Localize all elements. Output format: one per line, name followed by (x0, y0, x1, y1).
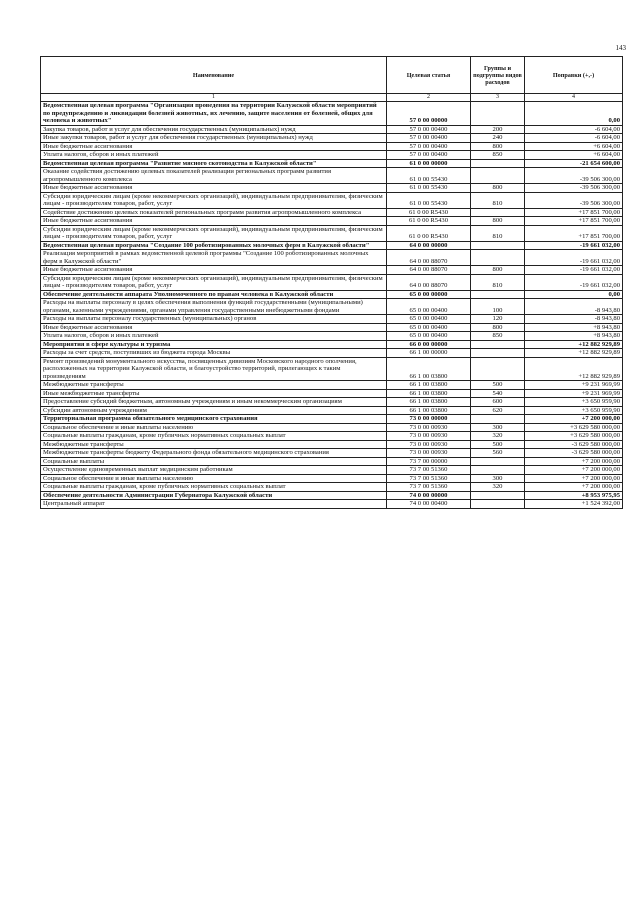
row-amendment: +9 231 969,99 (525, 389, 623, 398)
table-row (41, 159, 623, 168)
row-expense-group (471, 159, 525, 168)
row-name: Закупка товаров, работ и услуг для обеспечения государственных (муниципальных) нужд (41, 125, 387, 134)
row-amendment: +7 200 000,00 (525, 466, 623, 475)
row-target-article: 57 0 00 00400 (387, 151, 471, 160)
row-name: Расходы за счет средств, поступивших из бюджета города Москвы (41, 349, 387, 358)
row-expense-group: 800 (471, 217, 525, 226)
row-expense-group (471, 241, 525, 250)
row-target-article: 61 0 00 55430 (387, 168, 471, 184)
row-name: Иные межбюджетные трансферты (41, 389, 387, 398)
row-amendment: +3 650 959,90 (525, 398, 623, 407)
budget-amendments-table (40, 56, 623, 509)
table-row (41, 423, 623, 432)
row-name: Центральный аппарат (41, 500, 387, 509)
row-target-article: 66 1 00 03800 (387, 357, 471, 381)
row-expense-group: 120 (471, 315, 525, 324)
row-amendment: +3 650 959,90 (525, 406, 623, 415)
row-name: Иные бюджетные ассигнования (41, 217, 387, 226)
row-target-article: 61 0 00 00000 (387, 159, 471, 168)
row-expense-group: 800 (471, 184, 525, 193)
row-expense-group: 500 (471, 381, 525, 390)
row-name: Субсидии юридическим лицам (кроме некоммерческих организаций), индивидуальным предпринимателям, физическим лицам - производителям товаров, работ, услуг (41, 274, 387, 290)
row-expense-group (471, 102, 525, 126)
row-expense-group (471, 208, 525, 217)
row-expense-group: 240 (471, 134, 525, 143)
row-amendment: +3 629 580 000,00 (525, 423, 623, 432)
column-number: 4 (525, 94, 623, 102)
column-number: 2 (387, 94, 471, 102)
table-row (41, 290, 623, 299)
column-number: 1 (41, 94, 387, 102)
row-amendment: -6 604,00 (525, 125, 623, 134)
row-name: Иные бюджетные ассигнования (41, 142, 387, 151)
row-expense-group: 300 (471, 474, 525, 483)
row-target-article: 74 0 00 00400 (387, 500, 471, 509)
row-name: Субсидии юридическим лицам (кроме некоммерческих организаций), индивидуальным предпринимателям, физическим лицам - производителям товаров, работ, услуг (41, 192, 387, 208)
row-expense-group: 800 (471, 142, 525, 151)
row-amendment: -21 654 600,00 (525, 159, 623, 168)
row-expense-group (471, 168, 525, 184)
row-expense-group: 200 (471, 125, 525, 134)
row-target-article: 65 0 00 00400 (387, 299, 471, 315)
row-target-article: 64 0 00 88070 (387, 266, 471, 275)
row-target-article: 57 0 00 00400 (387, 134, 471, 143)
row-name: Обеспечение деятельности аппарата Уполномоченного по правам человека в Калужской области (41, 290, 387, 299)
row-amendment: +7 200 000,00 (525, 457, 623, 466)
row-amendment: -8 943,80 (525, 315, 623, 324)
row-expense-group: 560 (471, 449, 525, 458)
row-name: Социальные выплаты (41, 457, 387, 466)
row-expense-group: 800 (471, 266, 525, 275)
row-name: Уплата налогов, сборов и иных платежей (41, 332, 387, 341)
table-row (41, 389, 623, 398)
row-name: Ремонт произведений монументального искусства, посвященных дивизиям Московского народного ополчения, расположенных на территории Калужской области, и благоустройство территорий, прилегающих к таким произведениям (41, 357, 387, 381)
row-target-article: 73 7 00 00000 (387, 457, 471, 466)
table-row (41, 440, 623, 449)
row-target-article: 61 0 00 55430 (387, 184, 471, 193)
table-row (41, 449, 623, 458)
row-expense-group: 540 (471, 389, 525, 398)
row-amendment: +1 524 392,00 (525, 500, 623, 509)
row-name: Оказание содействия достижению целевых показателей реализации региональных программ развития агропромышленного комплекса (41, 168, 387, 184)
row-amendment: -19 661 032,00 (525, 241, 623, 250)
row-amendment: -3 629 580 000,00 (525, 449, 623, 458)
row-name: Социальное обеспечение и иные выплаты населению (41, 474, 387, 483)
row-amendment: +17 851 700,00 (525, 225, 623, 241)
row-name: Субсидии юридическим лицам (кроме некоммерческих организаций), индивидуальным предпринимателям, физическим лицам - производителям товаров, работ, услуг (41, 225, 387, 241)
row-expense-group: 810 (471, 225, 525, 241)
row-amendment: -39 506 300,00 (525, 192, 623, 208)
column-number: 3 (471, 94, 525, 102)
row-name: Ведомственная целевая программа "Развитие мясного скотоводства в Калужской области" (41, 159, 387, 168)
row-amendment: -39 506 300,00 (525, 168, 623, 184)
row-expense-group: 810 (471, 274, 525, 290)
row-amendment: +3 629 580 000,00 (525, 432, 623, 441)
row-target-article: 57 0 00 00400 (387, 142, 471, 151)
row-name: Уплата налогов, сборов и иных платежей (41, 151, 387, 160)
table-row (41, 474, 623, 483)
row-target-article: 66 0 00 00000 (387, 340, 471, 349)
row-expense-group: 850 (471, 332, 525, 341)
row-target-article: 64 0 00 88070 (387, 274, 471, 290)
row-target-article: 66 1 00 03800 (387, 389, 471, 398)
row-name: Обеспечение деятельности Администрации Губернатора Калужской области (41, 491, 387, 500)
row-expense-group: 810 (471, 192, 525, 208)
row-name: Иные бюджетные ассигнования (41, 323, 387, 332)
row-amendment: +17 851 700,00 (525, 217, 623, 226)
table-row (41, 142, 623, 151)
row-name: Иные закупки товаров, работ и услуг для обеспечения государственных (муниципальных) нужд (41, 134, 387, 143)
row-expense-group: 850 (471, 151, 525, 160)
row-target-article: 73 7 00 51360 (387, 483, 471, 492)
row-expense-group: 320 (471, 483, 525, 492)
table-row (41, 466, 623, 475)
table-row (41, 184, 623, 193)
row-amendment: -19 661 032,00 (525, 250, 623, 266)
table-row (41, 491, 623, 500)
row-amendment: +17 851 700,00 (525, 208, 623, 217)
row-amendment: +7 200 000,00 (525, 483, 623, 492)
row-target-article: 73 0 00 00930 (387, 432, 471, 441)
row-name: Социальное обеспечение и иные выплаты населению (41, 423, 387, 432)
table-row (41, 274, 623, 290)
row-expense-group (471, 466, 525, 475)
table-row (41, 500, 623, 509)
row-target-article: 66 1 00 00000 (387, 349, 471, 358)
table-row (41, 250, 623, 266)
row-target-article: 73 0 00 00930 (387, 449, 471, 458)
row-amendment: +6 604,00 (525, 142, 623, 151)
row-name: Ведомственная целевая программа "Организация проведения на территории Калужской области мероприятий по предупреждению и ликвидации болезней животных, их лечению, защите населения от болезней, общих для человека и животных" (41, 102, 387, 126)
row-expense-group: 620 (471, 406, 525, 415)
table-row (41, 168, 623, 184)
table-row (41, 134, 623, 143)
table-row (41, 208, 623, 217)
table-row (41, 102, 623, 126)
row-target-article: 61 0 00 R5430 (387, 217, 471, 226)
row-amendment: -3 629 580 000,00 (525, 440, 623, 449)
row-expense-group (471, 357, 525, 381)
row-target-article: 65 0 00 00400 (387, 323, 471, 332)
table-row (41, 349, 623, 358)
row-target-article: 57 0 00 00400 (387, 125, 471, 134)
row-amendment: -6 604,00 (525, 134, 623, 143)
row-name: Иные бюджетные ассигнования (41, 184, 387, 193)
row-name: Предоставление субсидий бюджетным, автономным учреждениям и иным некоммерческим организациям (41, 398, 387, 407)
row-target-article: 61 0 00 55430 (387, 192, 471, 208)
row-amendment: +12 882 929,89 (525, 349, 623, 358)
row-name: Социальные выплаты гражданам, кроме публичных нормативных социальных выплат (41, 432, 387, 441)
row-amendment: -19 661 032,00 (525, 274, 623, 290)
table-row (41, 332, 623, 341)
row-target-article: 64 0 00 88070 (387, 250, 471, 266)
table-row (41, 217, 623, 226)
row-expense-group (471, 457, 525, 466)
row-target-article: 65 0 00 00400 (387, 315, 471, 324)
table-body (41, 102, 623, 509)
table-row (41, 406, 623, 415)
row-amendment: 0,00 (525, 102, 623, 126)
row-target-article: 65 0 00 00000 (387, 290, 471, 299)
row-target-article: 73 0 00 00930 (387, 440, 471, 449)
table-row (41, 457, 623, 466)
row-target-article: 73 7 00 51360 (387, 466, 471, 475)
row-target-article: 61 0 00 R5430 (387, 225, 471, 241)
table-row (41, 432, 623, 441)
header-target-article: Целевая статья (387, 57, 471, 94)
row-expense-group (471, 340, 525, 349)
row-target-article: 64 0 00 00000 (387, 241, 471, 250)
row-name: Социальные выплаты гражданам, кроме публичных нормативных социальных выплат (41, 483, 387, 492)
row-name: Субсидии автономным учреждениям (41, 406, 387, 415)
row-amendment: 0,00 (525, 290, 623, 299)
row-name: Содействие достижению целевых показателей региональных программ развития агропромышленного комплекса (41, 208, 387, 217)
header-name: Наименование (41, 57, 387, 94)
table-row (41, 241, 623, 250)
row-expense-group (471, 290, 525, 299)
page-number: 143 (615, 44, 626, 52)
row-expense-group: 320 (471, 432, 525, 441)
row-amendment: +8 943,80 (525, 323, 623, 332)
row-name: Ведомственная целевая программа "Создание 100 роботизированных молочных ферм в Калужской области" (41, 241, 387, 250)
row-target-article: 73 0 00 00000 (387, 415, 471, 424)
row-target-article: 73 0 00 00930 (387, 423, 471, 432)
row-name: Осуществление единовременных выплат медицинским работникам (41, 466, 387, 475)
table-row (41, 415, 623, 424)
row-target-article: 65 0 00 00400 (387, 332, 471, 341)
row-name: Реализация мероприятий в рамках ведомственной целевой программы "Создание 100 роботизированных молочных ферм в Калужской области" (41, 250, 387, 266)
header-expense-groups: Группы и подгруппы видов расходов (471, 57, 525, 94)
table-row (41, 125, 623, 134)
row-target-article: 61 0 00 R5430 (387, 208, 471, 217)
row-name: Межбюджетные трансферты бюджету Федерального фонда обязательного медицинского страхования (41, 449, 387, 458)
row-expense-group (471, 415, 525, 424)
row-amendment: +12 882 929,89 (525, 357, 623, 381)
row-expense-group (471, 491, 525, 500)
row-name: Расходы на выплаты персоналу государственных (муниципальных) органов (41, 315, 387, 324)
row-expense-group: 100 (471, 299, 525, 315)
row-name: Расходы на выплаты персоналу в целях обеспечения выполнения функций государственными (муниципальными) органами, казенными учреждениями, органами управления государственными внебюджетными фондами (41, 299, 387, 315)
table-row (41, 225, 623, 241)
table-row (41, 340, 623, 349)
row-amendment: +8 943,80 (525, 332, 623, 341)
row-name: Иные бюджетные ассигнования (41, 266, 387, 275)
row-name: Мероприятия в сфере культуры и туризма (41, 340, 387, 349)
row-expense-group (471, 500, 525, 509)
row-amendment: +7 200 000,00 (525, 415, 623, 424)
row-expense-group: 500 (471, 440, 525, 449)
table-row (41, 299, 623, 315)
row-amendment: -39 506 300,00 (525, 184, 623, 193)
row-expense-group: 800 (471, 323, 525, 332)
table-row (41, 315, 623, 324)
row-name: Межбюджетные трансферты (41, 440, 387, 449)
row-expense-group: 600 (471, 398, 525, 407)
row-expense-group (471, 349, 525, 358)
row-target-article: 66 1 00 03800 (387, 406, 471, 415)
row-expense-group: 300 (471, 423, 525, 432)
row-target-article: 66 1 00 03800 (387, 381, 471, 390)
table-row (41, 192, 623, 208)
table-row (41, 483, 623, 492)
row-amendment: -8 943,80 (525, 299, 623, 315)
row-amendment: +6 604,00 (525, 151, 623, 160)
row-expense-group (471, 250, 525, 266)
row-amendment: -19 661 032,00 (525, 266, 623, 275)
row-name: Межбюджетные трансферты (41, 381, 387, 390)
row-amendment: +9 231 969,99 (525, 381, 623, 390)
row-amendment: +7 200 000,00 (525, 474, 623, 483)
row-amendment: +8 953 975,95 (525, 491, 623, 500)
row-target-article: 57 0 00 00000 (387, 102, 471, 126)
table-row (41, 357, 623, 381)
row-name: Территориальная программа обязательного медицинского страхования (41, 415, 387, 424)
row-target-article: 73 7 00 51360 (387, 474, 471, 483)
row-target-article: 66 1 00 03800 (387, 398, 471, 407)
table-row (41, 151, 623, 160)
table-row (41, 323, 623, 332)
table-row (41, 381, 623, 390)
table-row (41, 266, 623, 275)
row-amendment: +12 882 929,89 (525, 340, 623, 349)
row-target-article: 74 0 00 00000 (387, 491, 471, 500)
header-amendments: Поправки (+,-) (525, 57, 623, 94)
table-row (41, 398, 623, 407)
